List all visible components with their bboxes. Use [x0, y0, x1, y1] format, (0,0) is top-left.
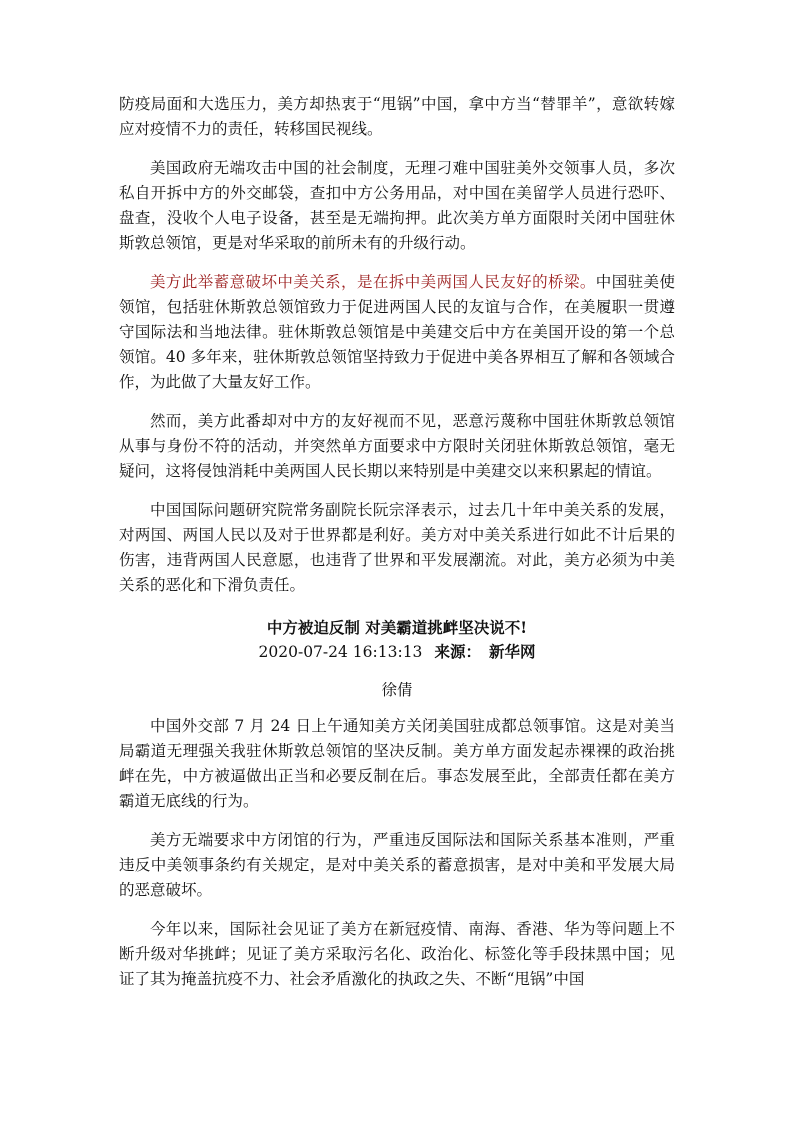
paragraph-body: 中国驻美使领馆，包括驻休斯敦总领馆致力于促进两国人民的友谊与合作，在美履职一贯遵守国际法和当地法律。驻休斯敦总领馆是中美建交后中方在美国开设的第一个总领馆。40 多年来，驻休斯敦总领馆坚持致力于促进中美各界相互了解和各领域合作，为此做了大量友好工作。 — [119, 273, 675, 391]
paragraph-continued: 防疫局面和大选压力，美方却热衷于“甩锅”中国，拿中方当“替罪羊”，意欲转嫁应对疫情不力的责任，转移国民视线。 — [119, 95, 675, 138]
paragraph-countermeasure: 中国外交部 7 月 24 日上午通知美方关闭美国驻成都总领事馆。这是对美当局霸道无理强关我驻休斯敦总领馆的坚决反制。美方单方面发起赤裸裸的政治挑衅在先，中方被逼做出正当和必要反制在后。事态发展至此，全部责任都在美方霸道无底线的行为。 — [119, 717, 675, 810]
article-author: 徐倩 — [381, 681, 413, 699]
article-datetime: 2020-07-24 16:13:13 — [258, 643, 423, 661]
article-title: 中方被迫反制 对美霸道挑衅坚决说不! — [266, 618, 528, 637]
paragraph-slander: 然而，美方此番却对中方的友好视而不见，恶意污蔑称中国驻休斯敦总领馆从事与身份不符的活动，并突然单方面要求中方限时关闭驻休斯敦总领馆，毫无疑问，这将侵蚀消耗中美两国人民长期以来特别是中美建交以来积累起的情谊。 — [119, 412, 675, 480]
source-label: 来源： — [434, 642, 481, 661]
document-page — [119, 92, 675, 992]
paragraph-consulate — [119, 270, 675, 395]
paragraph-violation: 美方无端要求中方闭馆的行为，严重违反国际法和国际关系基本准则，严重违反中美领事条约有关规定，是对中美关系的蓄意损害，是对中美和平发展大局的恶意破坏。 — [119, 831, 675, 899]
paragraph-international: 今年以来，国际社会见证了美方在新冠疫情、南海、香港、华为等问题上不断升级对华挑衅；见证了美方采取污名化、政治化、标签化等手段抹黑中国；见证了其为掩盖抗疫不力、社会矛盾激化的执政之失、不断“甩锅”中国 — [119, 920, 675, 988]
article-meta — [119, 640, 675, 664]
paragraph-expert-quote: 中国国际问题研究院常务副院长阮宗泽表示，过去几十年中美关系的发展，对两国、两国人民以及对于世界都是利好。美方对中美关系进行如此不计后果的伤害，违背两国人民意愿，也违背了世界和平发展潮流。对此，美方必须为中美关系的恶化和下滑负责任。 — [119, 501, 675, 594]
paragraph-provocations: 美国政府无端攻击中国的社会制度，无理刁难中国驻美外交领事人员，多次私自开拆中方的外交邮袋，查扣中方公务用品，对中国在美留学人员进行恐吓、盘查，没收个人电子设备，甚至是无端拘押。此次美方单方面限时关闭中国驻休斯敦总领馆，更是对华采取的前所未有的升级行动。 — [119, 159, 675, 252]
highlighted-sentence: 美方此举蓄意破坏中美关系，是在拆中美两国人民友好的桥梁。 — [150, 273, 596, 291]
article-source: 新华网 — [488, 642, 536, 661]
